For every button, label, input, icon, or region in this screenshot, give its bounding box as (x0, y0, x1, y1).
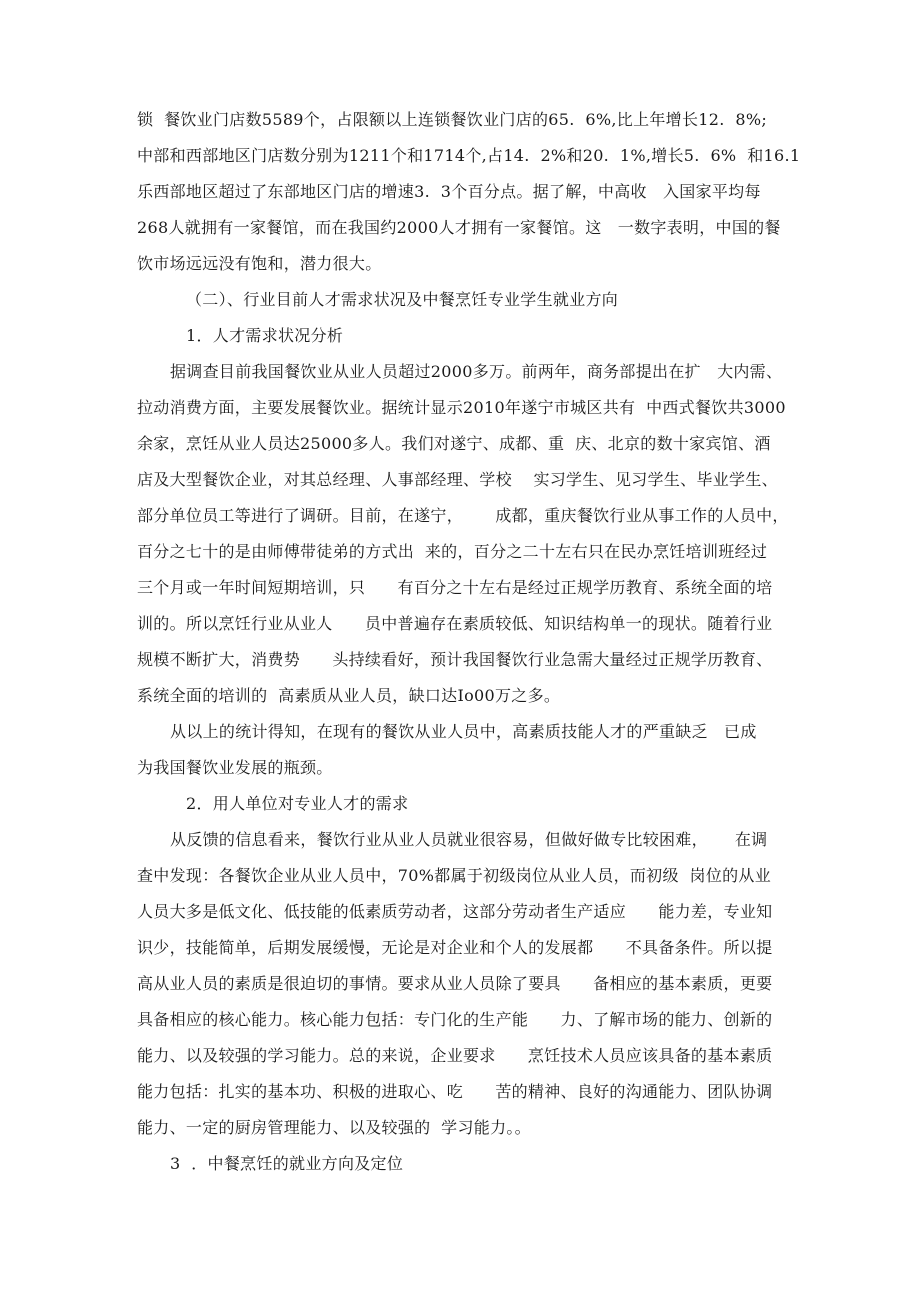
section-heading: （二）、行业目前人才需求状况及中餐烹饪专业学生就业方向 (186, 290, 619, 309)
subsection-heading: 1．人才需求状况分析 (186, 326, 344, 345)
text-line: 识少，技能简单，后期发展缓慢，无论是对企业和个人的发展都 不具备条件。所以提 (137, 938, 773, 957)
text-line: 部分单位员工等进行了调研。目前，在遂宁， 成都，重庆餐饮行业从事工作的人员中， (137, 506, 789, 525)
text-line: 百分之七十的是由师傅带徒弟的方式出 来的，百分之二十左右只在民办烹饪培训班经过 (137, 542, 768, 561)
text-line: 乐西部地区超过了东部地区门店的增速3. 3个百分点。据了解，中高收 入国家平均每 (137, 182, 761, 201)
text-line: 为我国餐饮业发展的瓶颈。 (137, 758, 333, 777)
paragraph-first-line: 据调查目前我国餐饮业从业人员超过2000多万。前两年，商务部提出在扩 大内需、 (170, 362, 783, 381)
subsection-heading: 3 ．中餐烹饪的就业方向及定位 (170, 1154, 404, 1173)
text-line: 系统全面的培训的 高素质从业人员，缺口达Io00万之多。 (137, 686, 561, 705)
text-line: 能力包括：扎实的基本功、积极的进取心、吃 苦的精神、良好的沟通能力、团队协调 (137, 1082, 773, 1101)
text-line: 查中发现：各餐饮企业从业人员中，70%都属于初级岗位从业人员，而初级 岗位的从业 (137, 866, 772, 885)
text-line: 能力、以及较强的学习能力。总的来说，企业要求 烹饪技术人员应该具备的基本素质 (137, 1046, 773, 1065)
paragraph-first-line: 从反馈的信息看来，餐饮行业从业人员就业很容易，但做好做专比较困难， 在调 (170, 830, 768, 849)
text-line: 高从业人员的素质是很迫切的事情。要求从业人员除了要具 备相应的基本素质，更要 (137, 974, 773, 993)
subsection-heading: 2．用人单位对专业人才的需求 (186, 794, 409, 813)
text-line: 训的。所以烹饪行业从业人 员中普遍存在素质较低、知识结构单一的现状。随着行业 (137, 614, 773, 633)
text-line: 锁 餐饮业门店数5589个，占限额以上连锁餐饮业门店的65. 6%,比上年增长12. 8%; (137, 110, 768, 129)
text-line: 人员大多是低文化、低技能的低素质劳动者，这部分劳动者生产适应 能力差，专业知 (137, 902, 773, 921)
text-line: 中部和西部地区门店数分别为1211个和1714个,占14. 2%和20. 1%,增长5. 6% 和16.1 (137, 146, 801, 165)
text-line: 具备相应的核心能力。核心能力包括：专门化的生产能 力、了解市场的能力、创新的 (137, 1010, 773, 1029)
text-line: 268人就拥有一家餐馆，而在我国约2000人才拥有一家餐馆。这 一数字表明，中国的餐 (137, 218, 781, 237)
paragraph-first-line: 从以上的统计得知，在现有的餐饮从业人员中，高素质技能人才的严重缺乏 已成 (170, 722, 757, 741)
text-line: 余家，烹饪从业人员达25000多人。我们对遂宁、成都、重 庆、北京的数十家宾馆、酒 (137, 434, 771, 453)
text-line: 饮市场远远没有饱和，潜力很大。 (137, 254, 382, 273)
text-line: 能力、一定的厨房管理能力、以及较强的 学习能力。。 (137, 1118, 531, 1137)
text-line: 三个月或一年时间短期培训，只 有百分之十左右是经过正规学历教育、系统全面的培 (137, 578, 773, 597)
text-line: 拉动消费方面，主要发展餐饮业。据统计显示2010年遂宁市城区共有 中西式餐饮共3000 (137, 398, 786, 417)
text-line: 规模不断扩大，消费势 头持续看好，预计我国餐饮行业急需大量经过正规学历教育、 (137, 650, 773, 669)
text-line: 店及大型餐饮企业，对其总经理、人事部经理、学校 实习学生、见习学生、毕业学生、 (137, 470, 778, 489)
